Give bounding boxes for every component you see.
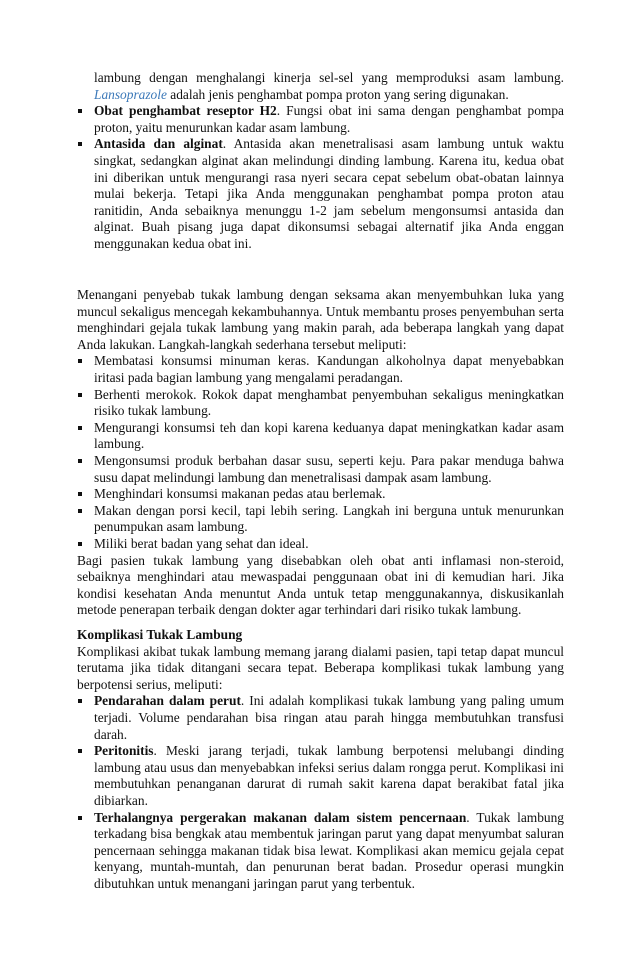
list-item xyxy=(77,810,564,893)
list-item: Menghindari konsumsi makanan pedas atau berlemak. xyxy=(77,486,564,503)
continued-item-text-2: adalah jenis penghambat pompa proton yang sering digunakan. xyxy=(166,86,509,102)
list-item-text: . Ini adalah komplikasi tukak lambung yang paling umum terjadi. Volume pendarahan bisa ringan atau parah hingga membutuhkan transfusi darah. xyxy=(94,693,564,742)
list-item xyxy=(77,743,564,809)
drug-name-lansoprazole: Lansoprazole xyxy=(94,86,167,102)
list-item: Berhenti merokok. Rokok dapat menghambat penyembuhan sekaligus meningkatkan risiko tukak lambung. xyxy=(77,387,564,420)
list-item: Miliki berat badan yang sehat dan ideal. xyxy=(77,536,564,553)
list-item-term: Pendarahan dalam perut xyxy=(94,693,241,709)
complications-section xyxy=(77,627,564,893)
section-heading: Komplikasi Tukak Lambung xyxy=(77,627,243,642)
list-item-term: Obat penghambat reseptor H2 xyxy=(94,103,277,119)
list-item xyxy=(77,103,564,136)
list-item: Makan dengan porsi kecil, tapi lebih sering. Langkah ini berguna untuk menurunkan penumpukan asam lambung. xyxy=(77,503,564,536)
complications-list xyxy=(77,693,564,892)
steps-list xyxy=(77,353,564,552)
continued-item-text-1: lambung dengan menghalangi kinerja sel-sel yang memproduksi asam lambung. xyxy=(94,70,564,85)
list-item: Mengonsumsi produk berbahan dasar susu, seperti keju. Para pakar menduga bahwa susu dapat melindungi lambung dan menetralisasi dampak asam lambung. xyxy=(77,453,564,486)
list-item-text: . Antasida akan menetralisasi asam lambung untuk waktu singkat, sedangkan alginat akan melindungi dinding lambung. Karena itu, kedua obat ini diberikan untuk mengurangi rasa nyeri secara cepat sebelum obat-obatan lainnya mulai bekerja. Tetapi jika Anda menggunakan penghambat pompa proton atau ranitidin, Anda sebaiknya menunggu 1-2 jam sebelum mengonsumsi antasida dan alginat. Buah pisang juga dapat dikonsumsi sebagai alternatif jika Anda enggan menggunakan kedua obat ini. xyxy=(94,136,564,251)
list-item xyxy=(77,136,564,252)
intro-paragraph: Menangani penyebab tukak lambung dengan seksama akan menyembuhkan luka yang muncul sekaligus mencegah kekambuhannya. Untuk membantu proses penyembuhan serta menghindari gejala tukak lambung yang makin parah, ada beberapa langkah yang dapat Anda lakukan. Langkah-langkah sederhana tersebut meliputi: xyxy=(77,287,564,352)
nsaid-paragraph: Bagi pasien tukak lambung yang disebabkan oleh obat anti inflamasi non-steroid, sebaiknya menghindari atau mewaspadai penggunaan obat ini di kemudian hari. Jika kondisi kesehatan Anda menuntut Anda untuk tetap menggunakannya, diskusikanlah metode penerapan terbaik dengan dokter agar terhindari dari risiko tukak lambung. xyxy=(77,552,564,618)
list-item-text: . Tukak lambung terkadang bisa bengkak atau membentuk jaringan parut yang dapat menyumbat saluran pencernaan sehingga makanan tidak bisa lewat. Komplikasi akan memicu gejala cepat kenyang, muntah-muntah, dan penurunan berat badan. Prosedur operasi mungkin dibutuhkan untuk menangani jaringan parut yang terbentuk. xyxy=(94,809,565,891)
list-item-text: . Meski jarang terjadi, tukak lambung berpotensi melubangi dinding lambung atau usus dan menyebabkan infeksi serius dalam rongga perut. Komplikasi ini membutuhkan penanganan darurat di rumah sakit karena dapat berakibat fatal jika dibiarkan. xyxy=(94,743,564,808)
list-item-text: . Fungsi obat ini sama dengan penghambat pompa proton, yaitu menurunkan kadar asam lambung. xyxy=(94,103,564,135)
continued-list-item xyxy=(77,70,564,103)
complications-intro: Komplikasi akibat tukak lambung memang jarang dialami pasien, tapi tetap dapat muncul terutama jika tidak ditangani secara tepat. Beberapa komplikasi tukak lambung yang berpotensi serius, meliputi: xyxy=(77,643,564,692)
list-item xyxy=(77,693,564,743)
drug-list xyxy=(77,103,564,252)
list-item-term: Terhalangnya pergerakan makanan dalam sistem pencernaan xyxy=(94,809,467,825)
treatment-block xyxy=(77,287,564,619)
list-item: Mengurangi konsumsi teh dan kopi karena keduanya dapat meningkatkan kadar asam lambung. xyxy=(77,420,564,453)
drug-list-block xyxy=(77,70,564,253)
list-item-term: Peritonitis xyxy=(94,743,154,759)
list-item-term: Antasida dan alginat xyxy=(94,136,223,152)
list-item: Membatasi konsumsi minuman keras. Kandungan alkoholnya dapat menyebabkan iritasi pada bagian lambung yang mengalami peradangan. xyxy=(77,353,564,386)
